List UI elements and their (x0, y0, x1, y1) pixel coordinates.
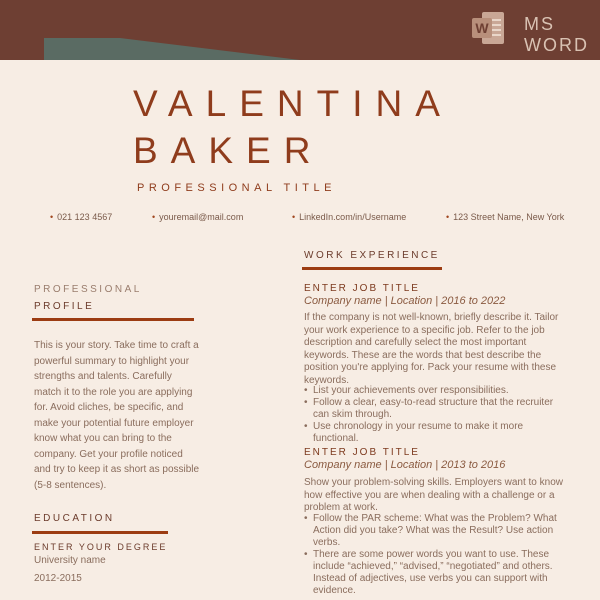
work-heading: WORK EXPERIENCE (304, 250, 440, 261)
list-item: • Follow the PAR scheme: What was the Problem? What Action did you take? What was the Result? Use action verbs. (304, 513, 566, 549)
education-rule (32, 531, 168, 534)
education-university: University name (34, 555, 106, 566)
list-item: • There are some power words you want to use. These include “achieved,” “advised,” “negotiated” and others. Instead of adjectives, use verbs you can support with evidence. (304, 549, 566, 597)
contact-email: • youremail@mail.com (152, 212, 243, 222)
contact-linkedin: • LinkedIn.com/in/Username (292, 212, 406, 222)
profile-text: This is your story. Take time to craft a powerful summary to highlight your strengths and talents. Carefully match it to the role you are applying for. Avoid cliches, be specific, and make your potential future employer know what you can bring to the company. Get your profile noticed and try to keep it as short as possible (5-8 sentences). (34, 340, 200, 491)
job-2-meta: Company name | Location | 2013 to 2016 (304, 459, 506, 471)
header-banner (0, 0, 600, 60)
job-1-description: If the company is not well-known, briefly describe it. Tailor your work experience to a specific job. Refer to the job description and carefully select the most important keywords. These are the words that best describe the position you're applying for. Pack your resume with these keywords. (304, 312, 559, 386)
contact-address: • 123 Street Name, New York (446, 212, 564, 222)
profile-rule (32, 318, 194, 321)
first-name: VALENTINA (133, 83, 453, 124)
badge-line-1: MS (524, 14, 555, 34)
list-item: • Follow a clear, easy-to-read structure that the recruiter can skim through. (304, 397, 566, 421)
education-years: 2012-2015 (34, 573, 82, 584)
professional-title: PROFESSIONAL TITLE (137, 182, 336, 194)
job-1-title: ENTER JOB TITLE (304, 283, 420, 294)
education-degree: ENTER YOUR DEGREE (34, 542, 168, 552)
job-1-meta: Company name | Location | 2016 to 2022 (304, 295, 506, 307)
ms-word-badge (470, 10, 590, 56)
work-rule (302, 267, 442, 270)
list-item: • List your achievements over responsibilities. (304, 385, 566, 397)
svg-text:W: W (475, 20, 489, 36)
last-name: BAKER (133, 130, 324, 171)
word-icon (470, 10, 506, 46)
profile-heading: PROFILE (34, 301, 95, 312)
education-heading: EDUCATION (34, 513, 115, 524)
list-item: • Use chronology in your resume to make it more functional. (304, 421, 566, 445)
contact-phone: • 021 123 4567 (50, 212, 112, 222)
job-2-title: ENTER JOB TITLE (304, 447, 420, 458)
job-2-description: Show your problem-solving skills. Employers want to know how effective you are when dealing with a challenge or a problem at work. (304, 477, 563, 514)
badge-line-2: WORD (524, 35, 589, 55)
ms-word-label (524, 14, 589, 56)
job-1-bullets (304, 385, 566, 445)
job-2-bullets (304, 513, 566, 597)
profile-heading-top: PROFESSIONAL (34, 284, 142, 295)
